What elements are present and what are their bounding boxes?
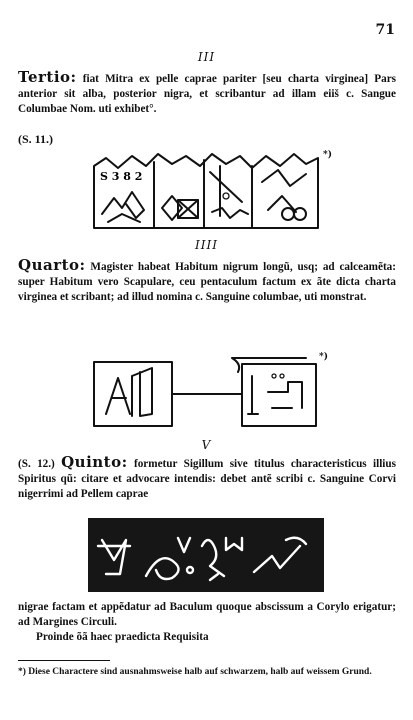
paragraph-quinto-text: formetur Sigillum sive titulus characteristicus illius Spiritus qũ: citare et advocare intendis: debet antẽ scribi c. Sanguine Corvi nigerrimi ad Pellem caprae [18,458,396,500]
closing-line: Proinde õã haec praedicta Requisita [36,631,209,643]
section-numeral-4: IIII [195,238,218,252]
footnote-rule [18,660,110,661]
sigil-figure [86,516,326,594]
mitra-glyph-text: S 3 8 2 [100,170,143,183]
paragraph-quarto-text: Magister habeat Habitum nigrum longũ, usq; ad calceamẽta: super Habitum vero Scapulare, ceu pentaculum factum ex ãte dicta charta virginea et scribant; ad illud nomina c. Sanguine columbae, uti monstrat. [18,261,396,303]
figure-label-s12: (S. 12.) [18,458,55,470]
heading-tertio: Tertio: [18,68,77,86]
footnote: *) Diese Charactere sind ausnahmsweise halb auf schwarzem, halb auf weissem Grund. [18,667,372,677]
paragraph-tertio-text: fiat Mitra ex pelle caprae pariter [seu charta virginea] Pars anterior sit alba, posterior nigra, et scribantur ad illam eiiš c. Sangue Columbae Nom. uti exhibet°. [18,73,397,115]
paragraph-proinde [18,630,396,645]
paragraph-quarto [18,258,396,305]
paragraph-quinto-continuation: nigrae factam et appẽdatur ad Baculum quoque abscissum a Corylo erigatur; ad Margines Circuli. [18,601,396,628]
page-number: 71 [375,22,395,38]
figure-label-s11: (S. 11.) [18,132,54,146]
paragraph-quinto-continued [18,600,396,630]
heading-quinto: Quinto: [61,453,128,471]
mitra-figure [92,152,320,230]
section-numeral-5: V [201,438,212,452]
footnote-mark-2: *) [319,352,328,362]
paragraph-tertio [18,70,396,117]
paragraph-quinto [18,455,396,502]
footnote-mark-1: *) [323,150,332,160]
heading-quarto: Quarto: [18,256,86,274]
scapular-figure [92,352,320,430]
section-numeral-3: III [197,50,216,64]
